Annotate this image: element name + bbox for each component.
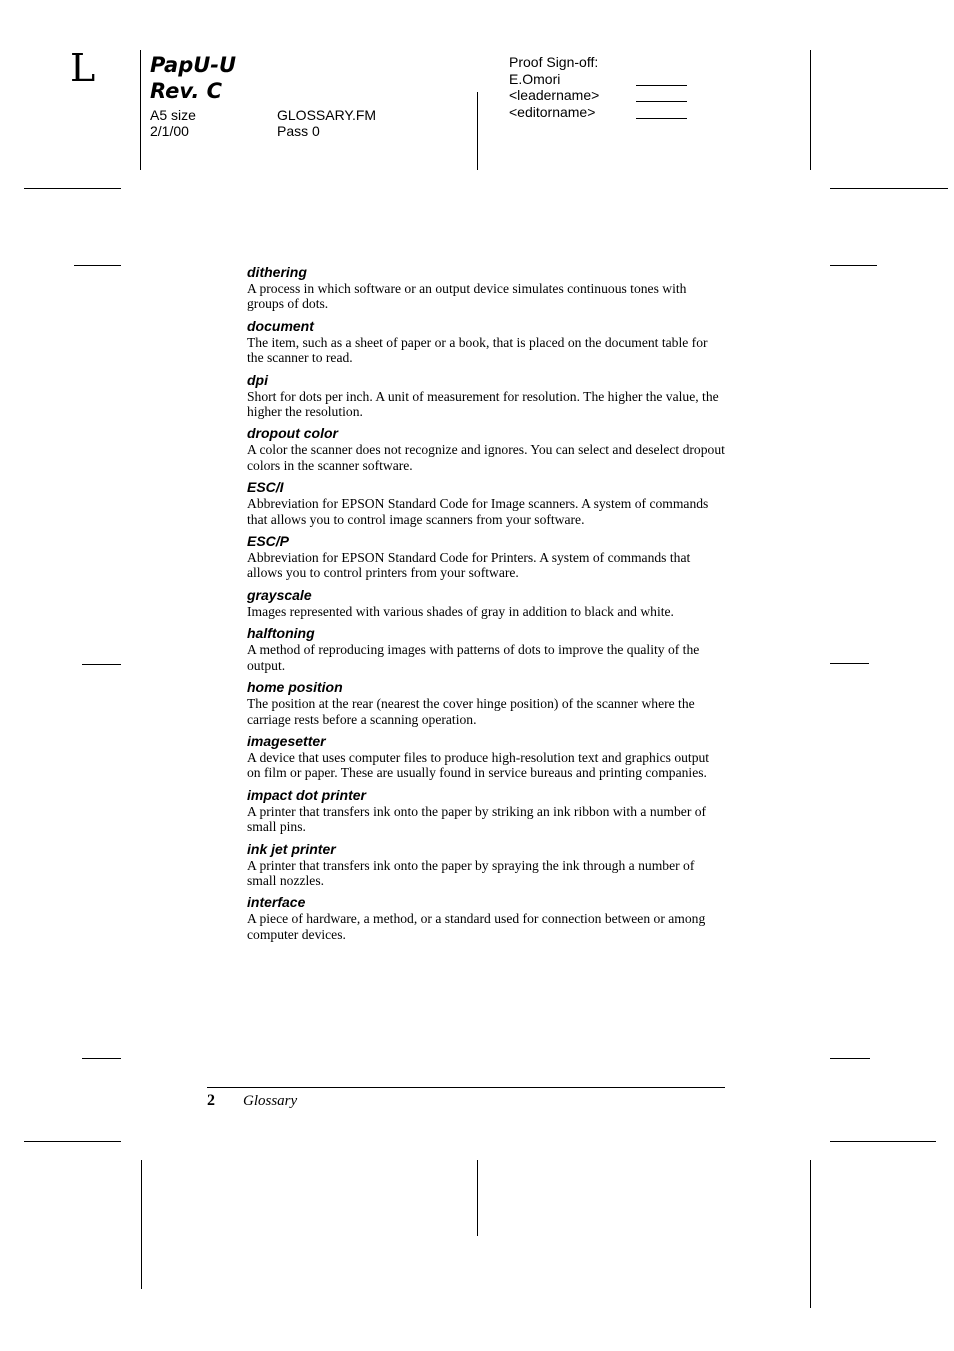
title-line-2: Rev. C [150,79,223,103]
crop-mark [830,188,948,189]
glossary-term: dithering [247,264,307,280]
corner-letter: L [70,46,96,90]
glossary-definition: Abbreviation for EPSON Standard Code for Printers. A system of commands that allows you to control printers from your software. [247,550,691,581]
document-date: 2/1/00 [150,123,189,139]
glossary-term: home position [247,679,343,696]
glossary-entry [247,318,725,366]
glossary-entry [247,264,725,312]
glossary-term: ESC/I [247,479,284,496]
crop-mark [74,265,121,266]
crop-mark [810,50,811,170]
glossary-definition: A printer that transfers ink onto the paper by spraying the ink through a number of small nozzles. [247,857,695,888]
glossary-term: halftoning [247,625,315,642]
glossary-entry [247,372,725,420]
glossary-entry [247,533,725,581]
footer-rule [207,1087,725,1088]
glossary-entry [247,479,725,527]
glossary-term: interface [247,894,306,911]
proof-label: Proof Sign-off: [509,54,599,70]
glossary-definition: A device that uses computer files to produce high-resolution text and graphics output on film or paper. These are usually found in service bureaus and printing companies. [247,749,710,781]
signature-line [636,85,687,86]
signer-name: <leadername> [509,87,600,103]
glossary-definition: Short for dots per inch. A unit of measurement for resolution. The higher the value, the higher the resolution. [247,388,719,420]
glossary-term: imagesetter [247,732,326,749]
glossary-entry [247,894,725,942]
glossary-entry [247,679,725,727]
glossary-term: dropout color [247,425,338,442]
glossary-entry [247,425,725,473]
crop-mark [477,92,478,170]
file-name: GLOSSARY.FM [277,107,377,123]
glossary-term: ink jet printer [247,840,336,857]
crop-mark [477,1160,478,1236]
crop-mark [140,50,141,170]
crop-mark [82,1058,121,1059]
page-number: 2 [207,1092,215,1109]
glossary-definition: A printer that transfers ink onto the paper by striking an ink ribbon with a number of small pins. [247,803,707,835]
glossary-definition: Abbreviation for EPSON Standard Code for Image scanners. A system of commands that allows you to control image scanners from your software. [247,496,709,527]
glossary-term: document [247,317,314,334]
crop-mark [830,265,877,266]
glossary-definition: Images represented with various shades of gray in addition to black and white. [247,603,674,619]
crop-mark [830,1141,936,1142]
glossary-entry [247,587,725,619]
crop-mark [24,1141,121,1142]
section-label: Glossary [243,1093,298,1109]
crop-mark [141,1160,142,1289]
glossary-term: impact dot printer [247,786,367,803]
glossary-term: grayscale [247,586,312,603]
proof-signoff [509,54,599,120]
glossary-definition: A method of reproducing images with patterns of dots to improve the quality of the output. [247,642,700,673]
crop-mark [82,664,121,665]
signature-line [636,101,687,102]
glossary-definition: A process in which software or an output device simulates continuous tones with groups of dots. [247,281,687,312]
glossary-definition: The position at the rear (nearest the cover hinge position) of the scanner where the carriage rests before a scanning operation. [247,696,695,727]
glossary-definition: A color the scanner does not recognize and ignores. You can select and deselect dropout colors in the scanner software. [247,442,725,473]
signer-name: E.Omori [509,70,561,87]
signer-name: <editorname> [509,103,596,120]
glossary-entry [247,787,725,835]
glossary-entry [247,841,725,889]
crop-mark [24,188,121,189]
glossary-entry [247,733,725,781]
crop-mark [810,1160,811,1308]
glossary-term: ESC/P [247,533,290,550]
pass-number: Pass 0 [277,123,320,139]
title-line-1: PapU-U [150,53,237,77]
glossary-definition: A piece of hardware, a method, or a standard used for connection between or among computer devices. [247,911,706,942]
glossary-list [247,264,725,948]
glossary-entry [247,625,725,673]
glossary-definition: The item, such as a sheet of paper or a book, that is placed on the document table for the scanner to read. [247,334,708,366]
page-size: A5 size [150,107,196,123]
signature-line [636,118,687,119]
crop-mark [830,1058,870,1059]
crop-mark [830,663,869,664]
document-title [150,52,236,104]
glossary-term: dpi [247,371,268,388]
